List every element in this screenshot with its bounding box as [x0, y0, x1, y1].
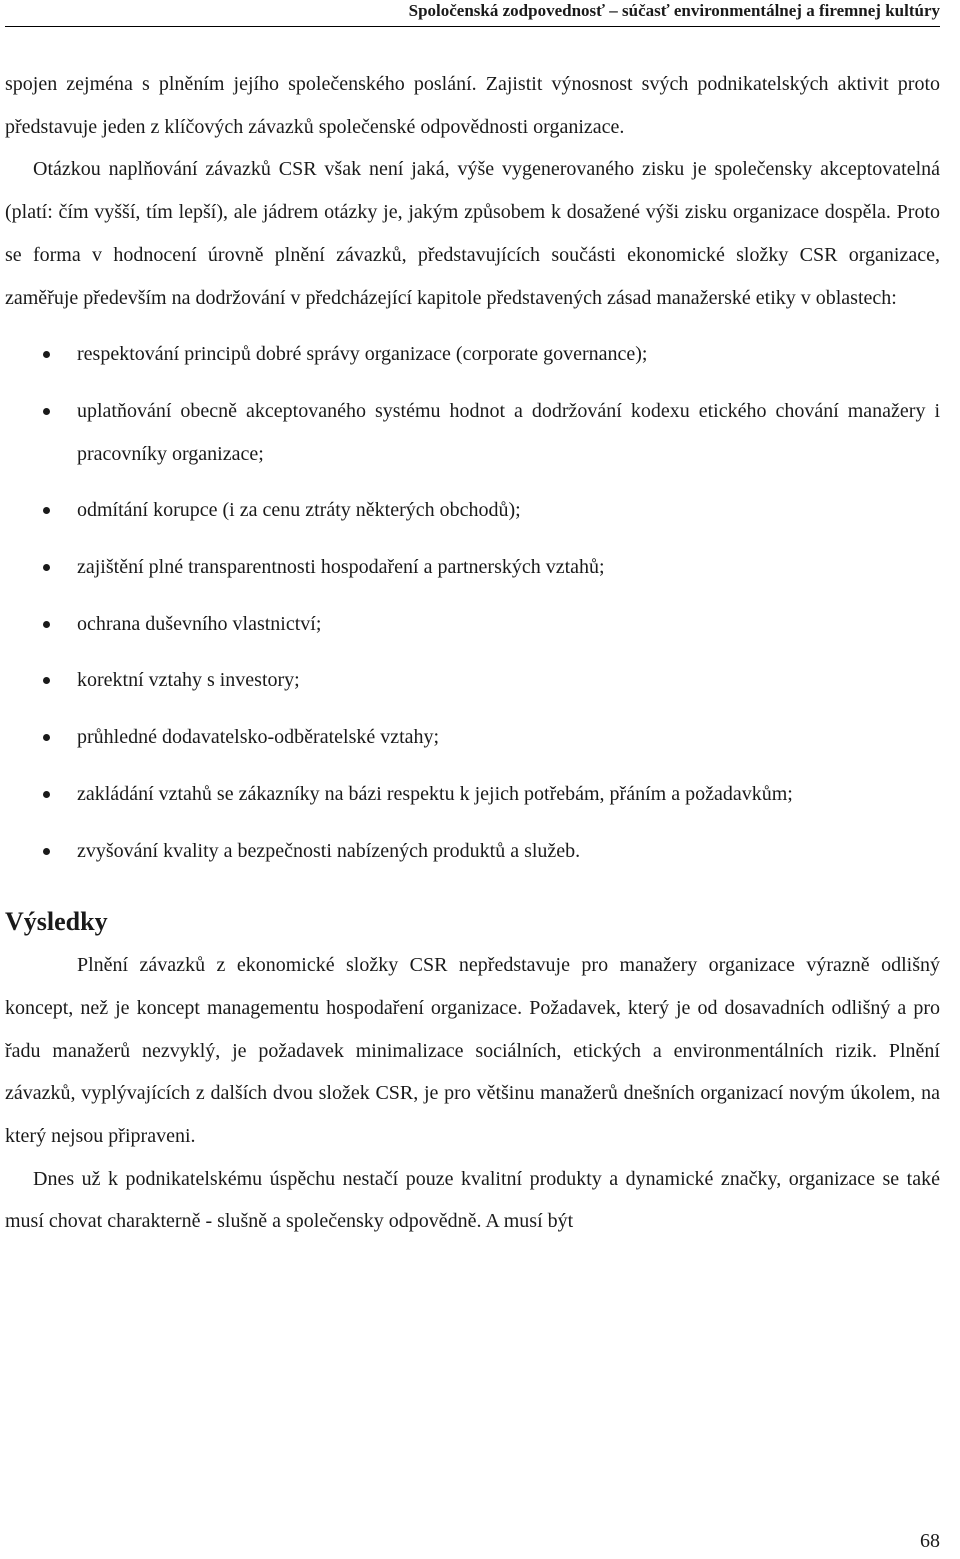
bullet-icon	[43, 791, 50, 798]
list-item-text: respektování principů dobré správy organizace (corporate governance);	[77, 343, 648, 366]
list-item	[5, 830, 940, 873]
list-item	[5, 716, 940, 759]
list-item-text: průhledné dodavatelsko-odběratelské vztahy;	[77, 726, 440, 749]
bullet-icon	[43, 621, 50, 628]
bullet-icon	[43, 564, 50, 571]
bullet-icon	[43, 507, 50, 514]
running-header-title: Spoločenská zodpovednosť – súčasť environmentálnej a firemnej kultúry	[408, 1, 940, 20]
list-item-text: korektní vztahy s investory;	[77, 669, 300, 692]
page-body	[5, 63, 940, 1243]
bullet-icon	[43, 734, 50, 741]
bullet-icon	[43, 351, 50, 358]
paragraph-csr-question: Otázkou naplňování závazků CSR však není jaká, výše vygenerovaného zisku je společensky akceptovatelná (platí: čím vyšší, tím lepší), ale jádrem otázky je, jakým způsobem k dosažené výši zisku organizace dospěla. Proto se forma v hodnocení úrovně plnění závazků, představujících součásti ekonomické složky CSR organizace, zaměřuje především na dodržování v předcházející kapitole představených zásad manažerské etiky v oblastech:	[5, 158, 940, 309]
list-item	[5, 659, 940, 702]
list-item	[5, 603, 940, 646]
list-item-text: odmítání korupce (i za cenu ztráty některých obchodů);	[77, 499, 521, 522]
bullet-icon	[43, 848, 50, 855]
list-item-text: zajištění plné transparentnosti hospodaření a partnerských vztahů;	[77, 556, 605, 579]
paragraph-continuation: spojen zejména s plněním jejího společenského poslání. Zajistit výnosnost svých podnikatelských aktivit proto představuje jeden z klíčových závazků společenské odpovědnosti organizace.	[5, 73, 940, 138]
bullet-icon	[43, 408, 50, 415]
section-heading-results: Výsledky	[5, 907, 108, 937]
running-header	[5, 0, 940, 27]
list-item-text: zakládání vztahů se zákazníky na bázi respektu k jejich potřebám, přáním a požadavkům;	[77, 782, 793, 805]
list-item	[5, 333, 940, 376]
list-item	[5, 489, 940, 532]
page-number: 68	[920, 1530, 940, 1552]
bullet-icon	[43, 677, 50, 684]
paragraph-results: Plnění závazků z ekonomické složky CSR nepředstavuje pro manažery organizace výrazně odlišný koncept, než je koncept managementu hospodaření organizace. Požadavek, který je od dosavadních odlišný a pro řadu manažerů nezvyklý, je požadavek minimalizace sociálních, etických a environmentálních rizik. Plnění závazků, vyplývajících z dalších dvou složek CSR, je pro většinu manažerů dnešních organizací novým úkolem, na který nejsou připraveni.	[5, 954, 940, 1148]
list-item	[5, 390, 940, 475]
list-item	[5, 546, 940, 589]
list-item-text: uplatňování obecně akceptovaného systému hodnot a dodržování kodexu etického chování manažery i pracovníky organizace;	[77, 399, 940, 465]
list-item-text: zvyšování kvality a bezpečnosti nabízených produktů a služeb.	[77, 839, 581, 862]
list-item-text: ochrana duševního vlastnictví;	[77, 612, 322, 635]
list-item	[5, 773, 940, 816]
ethics-areas-list	[5, 333, 940, 872]
paragraph-success: Dnes už k podnikatelskému úspěchu nestačí pouze kvalitní produkty a dynamické značky, organizace se také musí chovat charakterně - slušně a společensky odpovědně. A musí být	[5, 1167, 940, 1233]
